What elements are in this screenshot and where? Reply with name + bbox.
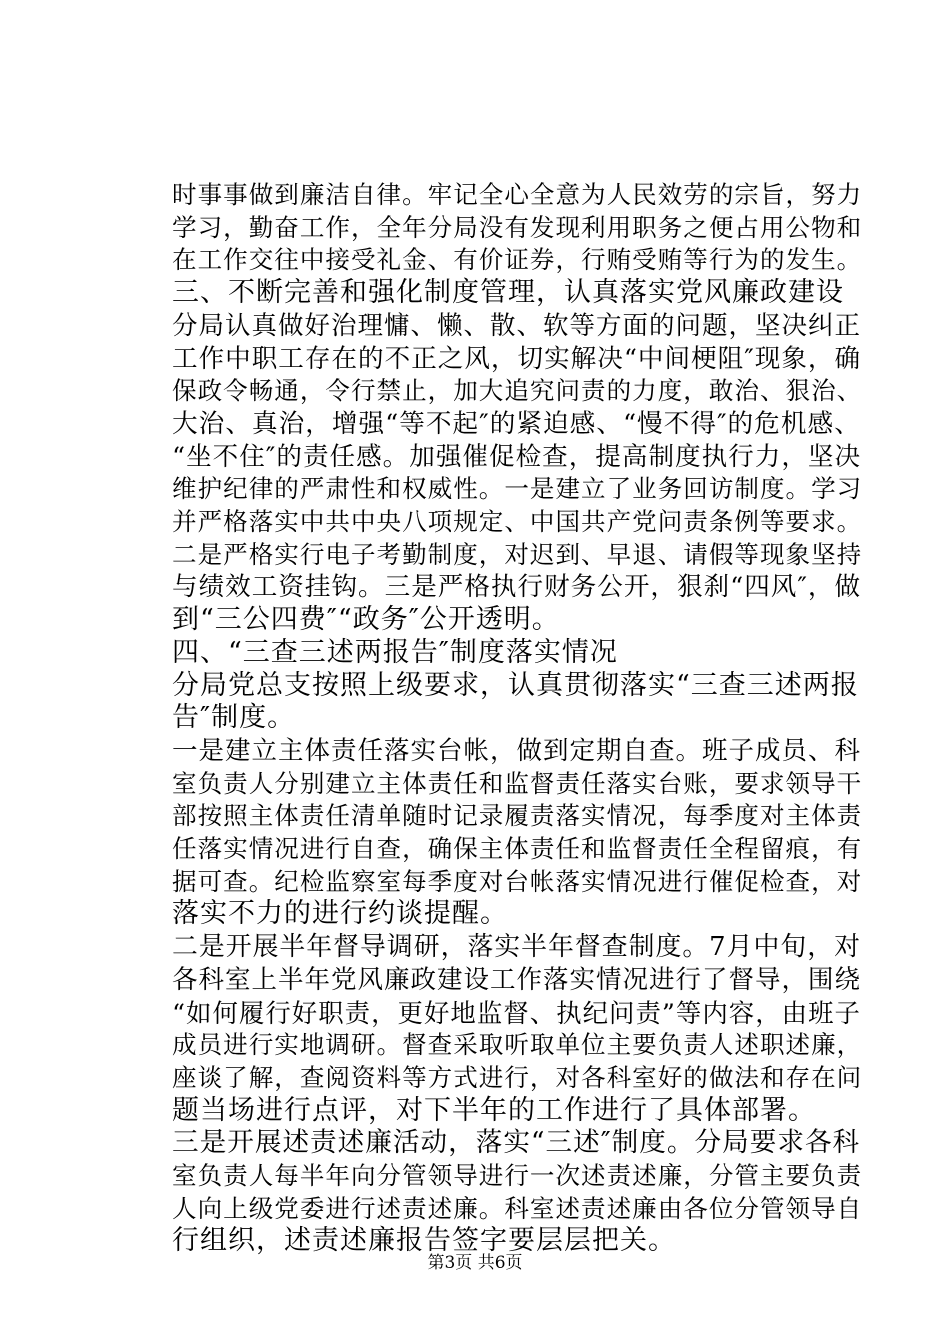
text-line: 室负责人每半年向分管领导进行一次述责述廉，分管主要负责 bbox=[172, 1161, 863, 1190]
text-line: 一是建立主体责任落实台帐，做到定期自查。班子成员、科 bbox=[172, 735, 862, 766]
page-footer: 第3页 共6页 bbox=[427, 1253, 523, 1273]
text-line: 四、“三查三述两报告″制度落实情况 bbox=[172, 636, 618, 668]
text-line: “如何履行好职责，更好地监督、执纪问责”等内容，由班子 bbox=[172, 997, 861, 1028]
text-line: 在工作交往中接受礼金、有价证券，行贿受贿等行为的发生。 bbox=[172, 245, 863, 275]
text-line: 三是开展述责述廉活动，落实“三述″制度。分局要求各科 bbox=[172, 1127, 861, 1159]
text-line: 与绩效工资挂钩。三是严格执行财务公开，狠刹“四风″，做 bbox=[172, 572, 862, 603]
text-line: 到“三公四费″“政务″公开透明。 bbox=[172, 604, 560, 636]
text-line: 工作中职工存在的不正之风，切实解决“中间梗阻″现象，确 bbox=[172, 343, 862, 374]
text-line: 二是开展半年督导调研，落实半年督查制度。7月中旬，对 bbox=[172, 932, 861, 963]
text-line: 人向上级党委进行述责述廉。科室述责述廉由各位分管领导自 bbox=[172, 1193, 863, 1223]
text-line: 时事事做到廉洁自律。牢记全心全意为人民效劳的宗旨，努力 bbox=[172, 180, 863, 209]
text-line: 学习，勤奋工作，全年分局没有发现利用职务之便占用公物和 bbox=[172, 212, 863, 242]
text-line: 各科室上半年党风廉政建设工作落实情况进行了督导，围绕 bbox=[172, 964, 862, 995]
text-line: 成员进行实地调研。督查采取听取单位主要负责人述职述廉， bbox=[172, 1030, 863, 1060]
text-line: 行组织，述责述廉报告签字要层层把关。 bbox=[172, 1225, 676, 1257]
text-line: 任落实情况进行自查，确保主体责任和监督责任全程留痕，有 bbox=[172, 834, 863, 863]
text-line: “坐不住″的责任感。加强催促检查，提高制度执行力，坚决 bbox=[172, 441, 862, 472]
text-line: 分局认真做好治理慵、懒、散、软等方面的问题，坚决纠正 bbox=[172, 310, 862, 341]
text-line: 部按照主体责任清单随时记录履责落实情况，每季度对主体责 bbox=[172, 801, 863, 831]
text-line: 座谈了解，查阅资料等方式进行，对各科室好的做法和存在问 bbox=[172, 1062, 863, 1092]
text-line: 大治、真治，增强“等不起″的紧迫感、“慢不得″的危机感、 bbox=[172, 408, 861, 439]
text-line: 落实不力的进行约谈提醒。 bbox=[172, 898, 508, 930]
text-line: 保政令畅通，令行禁止，加大追究问责的力度，敢治、狠治、 bbox=[172, 376, 863, 406]
text-line: 二是严格实行电子考勤制度，对迟到、早退、请假等现象坚持 bbox=[172, 539, 863, 569]
text-line: 告″制度。 bbox=[172, 702, 296, 734]
text-line: 维护纪律的严肃性和权威性。一是建立了业务回访制度。学习 bbox=[172, 474, 863, 504]
text-line: 分局党总支按照上级要求，认真贯彻落实“三查三述两报 bbox=[172, 669, 859, 701]
text-line: 题当场进行点评，对下半年的工作进行了具体部署。 bbox=[172, 1094, 816, 1126]
text-line: 三、不断完善和强化制度管理，认真落实党风廉政建设 bbox=[172, 277, 844, 309]
text-line: 据可查。纪检监察室每季度对台帐落实情况进行催促检查，对 bbox=[172, 866, 863, 896]
text-line: 室负责人分别建立主体责任和监督责任落实台账，要求领导干 bbox=[172, 768, 863, 798]
text-line: 并严格落实中共中央八项规定、中国共产党问责条例等要求。 bbox=[172, 507, 863, 536]
